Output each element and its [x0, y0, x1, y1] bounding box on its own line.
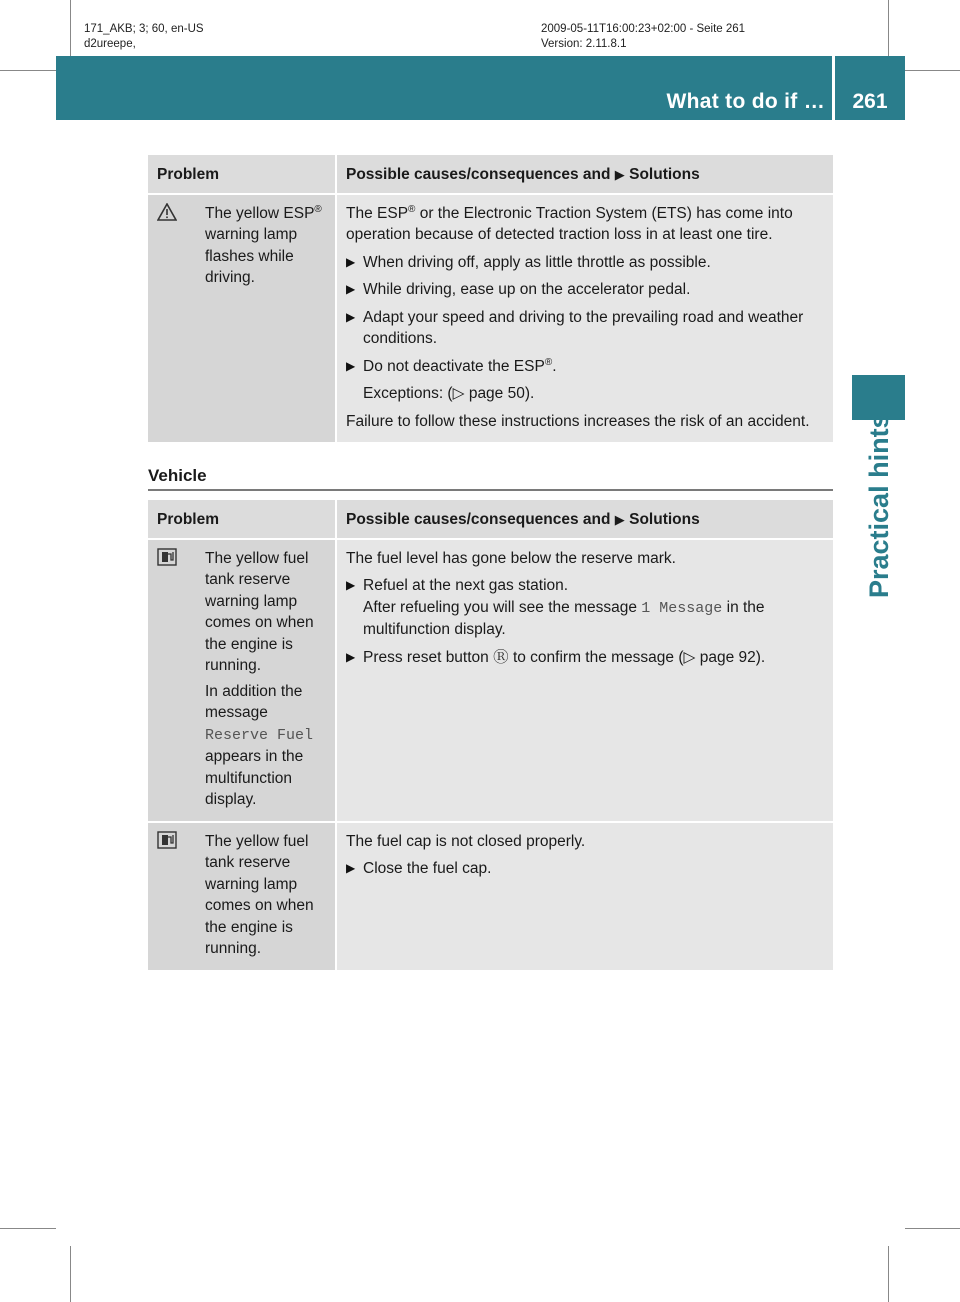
- registered-mark: ®: [408, 203, 416, 215]
- crop-mark: [888, 0, 889, 56]
- troubleshooting-table-vehicle: [148, 500, 833, 972]
- section-divider: [148, 489, 833, 491]
- problem-text: warning lamp flashes while driving.: [205, 226, 298, 286]
- reset-button-icon: Ⓡ: [493, 648, 509, 666]
- fuel-pump-icon: [157, 831, 181, 960]
- fuel-pump-icon: [157, 548, 181, 811]
- column-header-solutions: [337, 500, 833, 540]
- crop-mark: [70, 0, 71, 56]
- solution-step: [346, 307, 825, 350]
- text: In addition the message: [205, 682, 303, 721]
- arrow-right-icon: ▶: [614, 512, 625, 527]
- solutions-cell: [337, 540, 833, 823]
- step-text: Do not deactivate the ESP: [363, 357, 545, 375]
- header-text: Possible causes/consequences and: [346, 166, 611, 183]
- display-message: 1 Message: [641, 599, 723, 617]
- text: or the Electronic Traction System (ETS) has come into operation because of detected traction loss in at least one tire.: [346, 204, 793, 243]
- table-row: [148, 823, 833, 972]
- arrow-right-icon: ▶: [346, 254, 356, 269]
- table-header-row: [148, 155, 833, 195]
- solution-step: [346, 647, 825, 669]
- solution-step: [346, 356, 825, 378]
- arrow-right-icon: ▶: [346, 309, 356, 324]
- solution-step: [346, 252, 825, 274]
- crop-mark: [0, 70, 56, 71]
- crop-mark: [905, 1228, 960, 1229]
- column-header-problem: Problem: [148, 155, 337, 195]
- step-text: When driving off, apply as little throttle as possible.: [363, 253, 711, 271]
- print-meta-left: [84, 22, 204, 52]
- text: appears in the multifunction display.: [205, 748, 304, 808]
- warning-triangle-icon: [157, 203, 181, 289]
- crop-mark: [905, 70, 960, 71]
- crop-mark: [70, 1246, 71, 1302]
- display-message: Reserve Fuel: [205, 726, 314, 744]
- step-text: Press reset button: [363, 648, 489, 666]
- meta-text: 171_AKB; 3; 60, en-US: [84, 23, 204, 35]
- troubleshooting-table-esp: [148, 155, 833, 444]
- step-text: .: [552, 357, 557, 375]
- page-number: 261: [852, 90, 888, 113]
- problem-text: The yellow fuel tank reserve warning lamp comes on when the engine is running.: [205, 549, 314, 674]
- registered-mark: ®: [314, 203, 322, 215]
- problem-cell: [148, 195, 337, 445]
- meta-text: 2009-05-11T16:00:23+02:00 - Seite 261: [541, 23, 746, 35]
- solutions-cell: [337, 823, 833, 972]
- meta-text: d2ureepe,: [84, 38, 136, 50]
- solution-step: [346, 858, 825, 880]
- step-text: Refuel at the next gas station.: [363, 577, 569, 594]
- arrow-right-icon: ▶: [346, 861, 356, 875]
- arrow-right-icon: ▶: [346, 578, 356, 592]
- page-title: What to do if …: [666, 90, 825, 113]
- problem-text: The yellow ESP: [205, 204, 315, 222]
- arrow-right-icon: ▶: [614, 167, 625, 182]
- problem-text: The yellow fuel tank reserve warning lamp comes on when the engine is running.: [205, 832, 314, 957]
- header-text: Possible causes/consequences and: [346, 511, 611, 528]
- problem-text: [205, 681, 327, 811]
- text: The ESP: [346, 204, 409, 222]
- cause-text: The fuel cap is not closed properly.: [346, 832, 586, 850]
- solutions-cell: [337, 195, 833, 445]
- table-row: [148, 540, 833, 823]
- header-text: Solutions: [629, 511, 700, 528]
- problem-cell: [148, 540, 337, 823]
- step-text: Adapt your speed and driving to the prevailing road and weather conditions.: [363, 308, 804, 347]
- solution-step: [346, 575, 825, 641]
- solution-step: [346, 279, 825, 301]
- arrow-right-icon: ▶: [346, 649, 356, 664]
- column-header-solutions: [337, 155, 833, 195]
- section-heading: Vehicle: [148, 466, 207, 485]
- arrow-right-icon: ▶: [346, 358, 356, 373]
- cause-text: The fuel level has gone below the reserve mark.: [346, 549, 676, 567]
- registered-mark: ®: [544, 356, 553, 368]
- warning-note: Failure to follow these instructions increases the risk of an accident.: [346, 412, 810, 430]
- step-text: Close the fuel cap.: [363, 860, 492, 877]
- table-row: [148, 195, 833, 445]
- column-header-problem: Problem: [148, 500, 337, 540]
- step-text: After refueling you will see the message: [363, 598, 637, 616]
- meta-text: Version: 2.11.8.1: [541, 38, 627, 50]
- arrow-right-icon: ▶: [346, 282, 356, 296]
- step-text: in the multifunction display.: [363, 598, 765, 638]
- cause-text: [346, 203, 825, 246]
- print-meta-right: [541, 22, 745, 52]
- step-text: While driving, ease up on the accelerator pedal.: [363, 281, 691, 298]
- crop-mark: [888, 1246, 889, 1302]
- step-text: to confirm the message (▷ page 92).: [512, 648, 766, 666]
- crop-mark: [0, 1228, 56, 1229]
- table-header-row: [148, 500, 833, 540]
- header-text: Solutions: [629, 166, 700, 183]
- exceptions-reference: Exceptions: (▷ page 50).: [363, 385, 535, 402]
- problem-cell: [148, 823, 337, 972]
- chapter-tab-label: Practical hints: [864, 413, 894, 598]
